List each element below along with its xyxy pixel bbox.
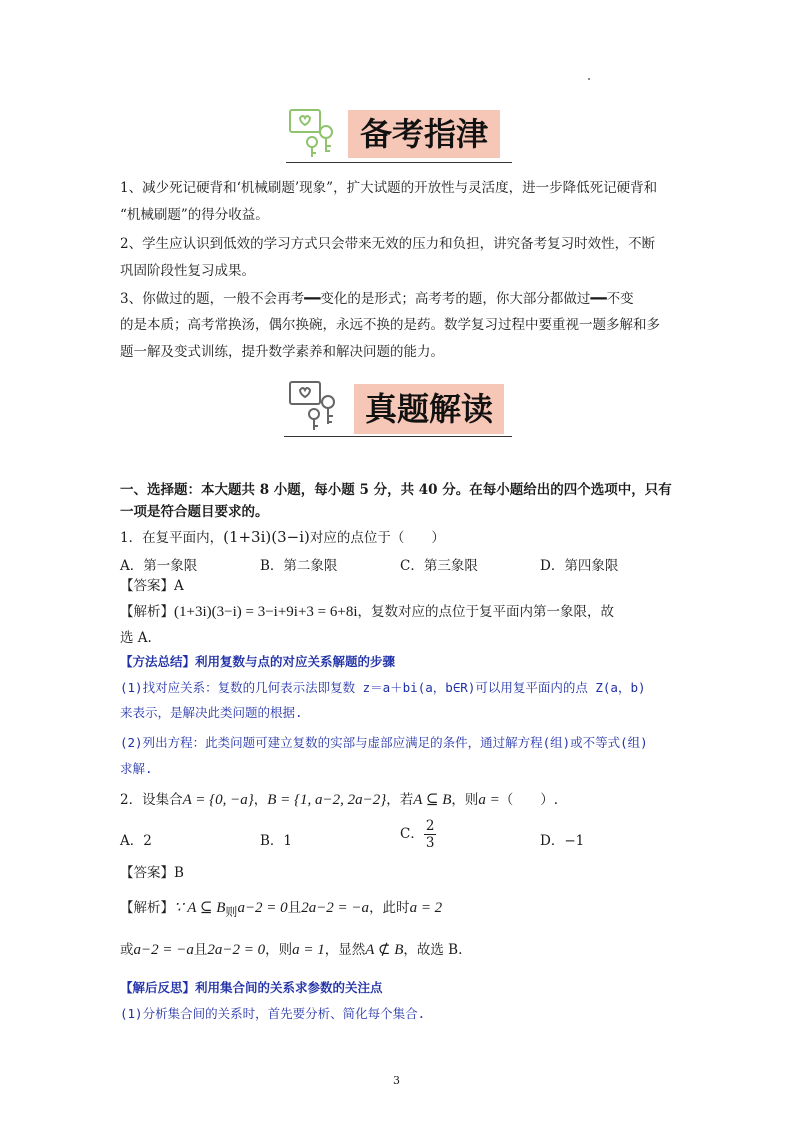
q2-analysis-label: 【解析】 — [120, 900, 174, 916]
q2-l2-m2: 2a−2 = 0 — [207, 942, 266, 958]
q1-method-2a: (2)列出方程：此类问题可建立复数的实部与虚部应满足的条件，通过解方程(组)或不等式(组) — [120, 735, 648, 750]
q1-option-d: D．第四象限 — [540, 558, 619, 574]
q2-l2-mid: ，则 — [265, 942, 293, 958]
tip-3-line-1: 3、你做过的题，一般不会再考━━变化的是形式；高考考的题，你大部分都做过━━不变 — [120, 291, 634, 307]
tip-2-line-1: 2、学生应认识到低效的学习方式只会带来无效的压力和负担，讲究备考复习时效性，不断 — [120, 236, 656, 252]
q2-l2-post: ，故选 B. — [403, 942, 463, 958]
q1-option-c: C．第三象限 — [400, 558, 478, 574]
q1-stem — [120, 527, 445, 548]
banner-beikao — [282, 104, 512, 168]
q2-option-c-fraction — [424, 818, 437, 851]
q1-method-1a: (1)找对应关系：复数的几何表示法即复数 z＝a＋bi(a，b∈R)可以用复平面内的点 Z(a，b) — [120, 680, 646, 695]
q1-stem-math: (1+3i)(3−i) — [223, 528, 310, 546]
section-heading-line-2: 一项是符合题目要求的。 — [120, 504, 269, 520]
q1-answer: 【答案】A — [120, 578, 184, 594]
q1-analysis-label: 【解析】 — [120, 604, 174, 620]
q2-analysis-qie: 且 — [287, 900, 302, 916]
banner-title: 真题解读 — [354, 384, 504, 434]
q1-option-a: A．第一象限 — [120, 558, 198, 574]
tip-3-line-3: 题一解及变式训练，提升数学素养和解决问题的能力。 — [120, 344, 444, 360]
banner-zhenti — [284, 378, 512, 442]
q1-stem-post: 对应的点位于（ ） — [309, 530, 445, 546]
q2-l2-mid2: ，显然 — [324, 942, 366, 958]
q2-frac-num: 2 — [425, 818, 435, 834]
q1-analysis — [120, 602, 614, 622]
q2-set-b: B = {1, a−2, 2a−2} — [267, 792, 387, 808]
q2-sep: ， — [253, 792, 268, 808]
q2-stem — [120, 790, 558, 810]
q2-analysis-m1: ∵ A ⊆ B — [174, 900, 226, 916]
q2-option-b: B．1 — [260, 833, 293, 849]
q2-analysis-m4: a = 2 — [409, 900, 443, 916]
q2-stem-post: （ ）. — [499, 792, 559, 808]
q2-l2-qie: 且 — [193, 942, 208, 958]
banner-rule — [286, 162, 512, 163]
q2-stem-pre: 2．设集合 — [120, 792, 183, 808]
q1-stem-pre: 1．在复平面内， — [120, 530, 224, 546]
q2-l2-m1: a−2 = −a — [133, 942, 194, 958]
tip-1-line-2: “机械刷题”的得分收益。 — [120, 207, 269, 223]
q2-set-a: A = {0, −a} — [182, 792, 254, 808]
q1-method-2b: 求解. — [120, 761, 153, 776]
q2-option-a: A．2 — [120, 833, 152, 849]
q1-method-title: 【方法总结】利用复数与点的对应关系解题的步骤 — [120, 654, 396, 669]
q2-analysis-m2: a−2 = 0 — [237, 900, 288, 916]
q1-analysis-math: (1+3i)(3−i) = 3−i+9i+3 = 6+8i — [174, 604, 358, 620]
q2-option-d: D．−1 — [540, 833, 585, 849]
q2-frac-den: 3 — [425, 835, 435, 851]
q2-option-c — [400, 818, 436, 851]
q2-answer: 【答案】B — [120, 865, 184, 881]
heart-keys-icon — [286, 378, 350, 434]
q1-analysis-line-2: 选 A. — [120, 630, 152, 646]
q2-reflect-1: (1)分析集合间的关系时，首先要分析、简化每个集合. — [120, 1006, 426, 1021]
tip-3-line-2: 的是本质；高考常换汤，偶尔换碗，永远不换的是药。数学复习过程中要重视一题多解和多 — [120, 317, 660, 333]
page-number: 3 — [393, 1074, 400, 1087]
q2-l2-m4: A ⊄ B — [365, 942, 404, 958]
heart-keys-icon — [286, 106, 346, 160]
q2-l2-m3: a = 1 — [292, 942, 325, 958]
section-heading-line-1: 一、选择题：本大题共 8 小题，每小题 5 分，共 40 分。在每小题给出的四个选项中，只有 — [120, 482, 672, 498]
banner-title: 备考指津 — [348, 110, 500, 158]
q2-stem-mid: ，若 — [386, 792, 414, 808]
q1-analysis-post: ，复数对应的点位于复平面内第一象限，故 — [357, 604, 614, 620]
q2-l2-pre: 或 — [120, 942, 134, 958]
tip-2-line-2: 巩固阶段性复习成果。 — [120, 263, 255, 279]
q2-analysis-post: ，此时 — [369, 900, 410, 916]
q2-analysis-m3: 2a−2 = −a — [301, 900, 370, 916]
q2-subset: A ⊆ B — [413, 792, 452, 808]
tip-1-line-1: 1、减少死记硬背和‘机械刷题’现象”，扩大试题的开放性与灵活度，进一步降低死记硬背和 — [120, 180, 658, 196]
q2-analysis-ze: 则 — [225, 905, 238, 919]
banner-rule — [284, 436, 512, 437]
q2-a-eq: a = — [478, 792, 500, 808]
q2-analysis-line-2 — [120, 940, 462, 960]
q1-method-1b: 来表示，是解决此类问题的根据. — [120, 705, 303, 720]
speck-mark — [588, 78, 590, 80]
q1-option-b: B．第二象限 — [260, 558, 338, 574]
q2-reflect-title: 【解后反思】利用集合间的关系求参数的关注点 — [120, 980, 383, 995]
q2-stem-mid2: ，则 — [451, 792, 479, 808]
q2-option-c-label: C． — [400, 826, 424, 842]
q2-analysis — [120, 898, 442, 918]
